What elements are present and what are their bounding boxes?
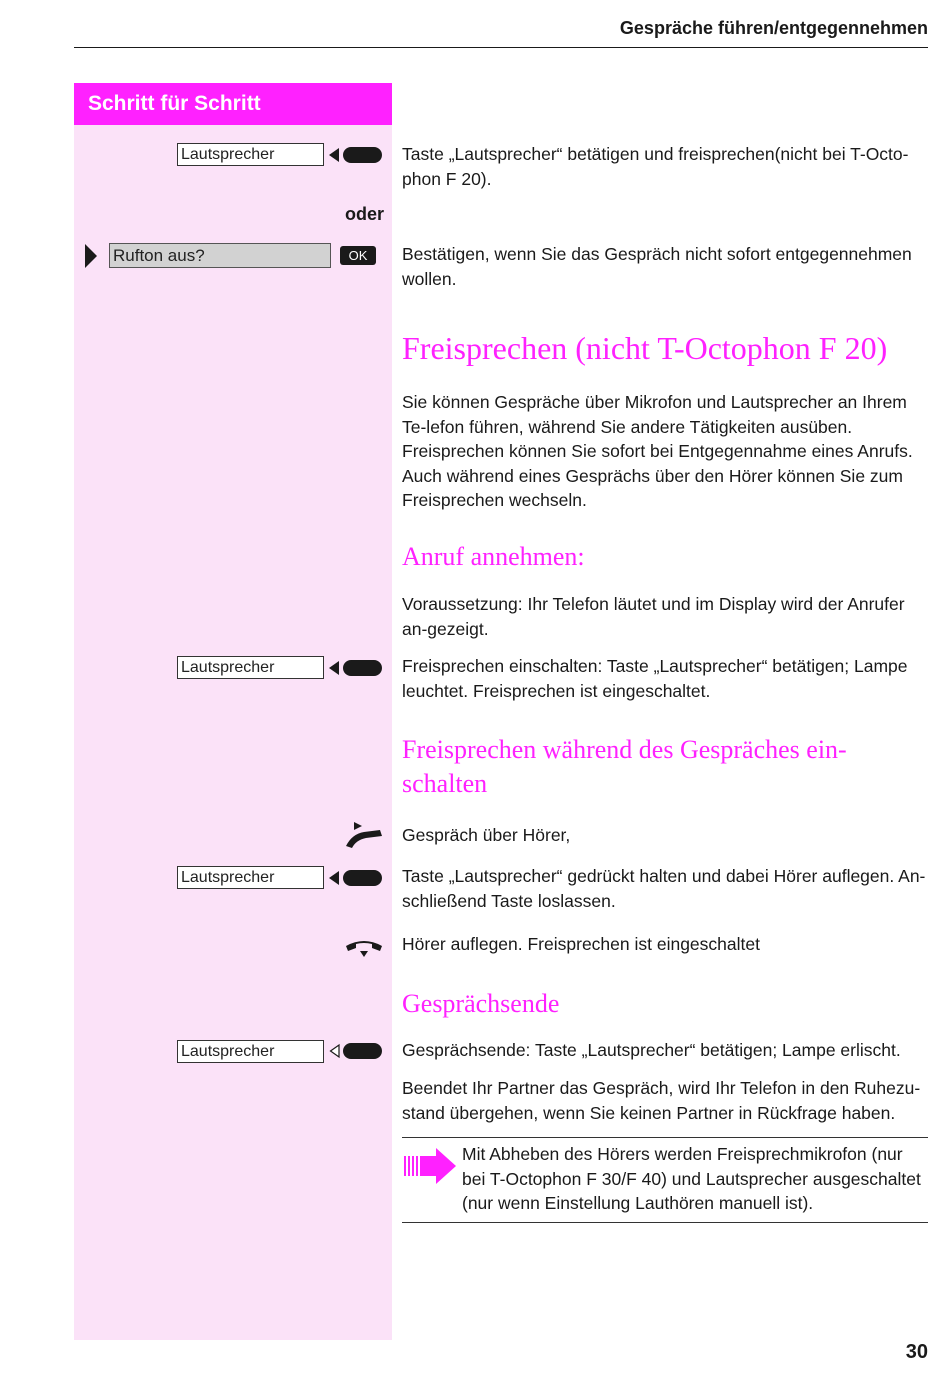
speaker-key-lit-icon — [329, 659, 383, 677]
oder-label: oder — [345, 204, 385, 224]
display-key-lautsprecher-4: Lautsprecher — [177, 1040, 324, 1063]
display-rufton-aus: Rufton aus? — [109, 243, 331, 268]
speaker-key-lit-icon — [329, 146, 383, 164]
note-bottom-rule — [402, 1222, 928, 1223]
note-top-rule — [402, 1137, 928, 1138]
speaker-key-lit-icon — [329, 869, 383, 887]
heading-freisprechen-waehrend: Freisprechen während des Gespräches ein-schalten — [402, 735, 847, 798]
instruction-gespraech-ueber-hoerer: Gespräch über Hörer, — [402, 825, 571, 845]
arrow-pointer-icon — [85, 244, 99, 268]
speaker-key-off-icon — [329, 1042, 383, 1060]
sidebar-title: Schritt für Schritt — [74, 83, 392, 125]
note-text: Mit Abheben des Hörers werden Freisprechmikrofon (nur bei T-Octophon F 30/F 40) und Lautsprecher ausgeschaltet (nur wenn Einstellung Lauthören manuell ist). — [462, 1144, 921, 1213]
page-header-title: Gespräche führen/entgegennehmen — [619, 18, 928, 38]
handset-lift-icon — [344, 822, 384, 850]
paragraph-freisprechen-intro: Sie können Gespräche über Mikrofon und Lautsprecher an Ihrem Te-lefon führen, während Sie andere Tätigkeiten ausüben. Freisprechen können Sie sofort bei Entgegennahme eines Anrufs. Auch während eines Gesprächs über den Hörer können Sie zum Freisprechen wechseln. — [402, 392, 913, 510]
paragraph-voraussetzung: Voraussetzung: Ihr Telefon läutet und im Display wird der Anrufer an-gezeigt. — [402, 594, 905, 639]
instruction-bestaetigen: Bestätigen, wenn Sie das Gespräch nicht sofort entgegennehmen wollen. — [402, 244, 912, 289]
header-rule — [74, 47, 928, 48]
note-arrow-icon — [402, 1146, 458, 1186]
display-key-lautsprecher-3: Lautsprecher — [177, 866, 324, 889]
instruction-taste-halten: Taste „Lautsprecher“ gedrückt halten und dabei Hörer auflegen. An-schließend Taste loslassen. — [402, 866, 926, 911]
heading-freisprechen: Freisprechen (nicht T-Octophon F 20) — [402, 330, 888, 366]
instruction-hoerer-auflegen: Hörer auflegen. Freisprechen ist eingeschaltet — [402, 934, 760, 954]
instruction-freisprechen-einschalten: Freisprechen einschalten: Taste „Lautsprecher“ betätigen; Lampe leuchtet. Freisprechen ist eingeschaltet. — [402, 656, 908, 701]
display-key-lautsprecher-2: Lautsprecher — [177, 656, 324, 679]
paragraph-beendet-partner: Beendet Ihr Partner das Gespräch, wird Ihr Telefon in den Ruhezu-stand übergehen, wenn Sie keinen Partner in Rückfrage haben. — [402, 1078, 921, 1123]
page-number: 30 — [905, 1341, 928, 1363]
display-key-lautsprecher: Lautsprecher — [177, 143, 324, 166]
instruction-gespraechsende: Gesprächsende: Taste „Lautsprecher“ betätigen; Lampe erlischt. — [402, 1040, 901, 1060]
sidebar-panel — [74, 83, 392, 1340]
handset-hangup-icon — [344, 936, 384, 958]
heading-anruf-annehmen: Anruf annehmen: — [402, 542, 585, 571]
ok-key-icon: OK — [340, 246, 376, 265]
instruction-taste-lautsprecher: Taste „Lautsprecher“ betätigen und freisprechen(nicht bei T-Octo-phon F 20). — [402, 144, 909, 189]
heading-gespraechsende: Gesprächsende — [402, 989, 560, 1018]
